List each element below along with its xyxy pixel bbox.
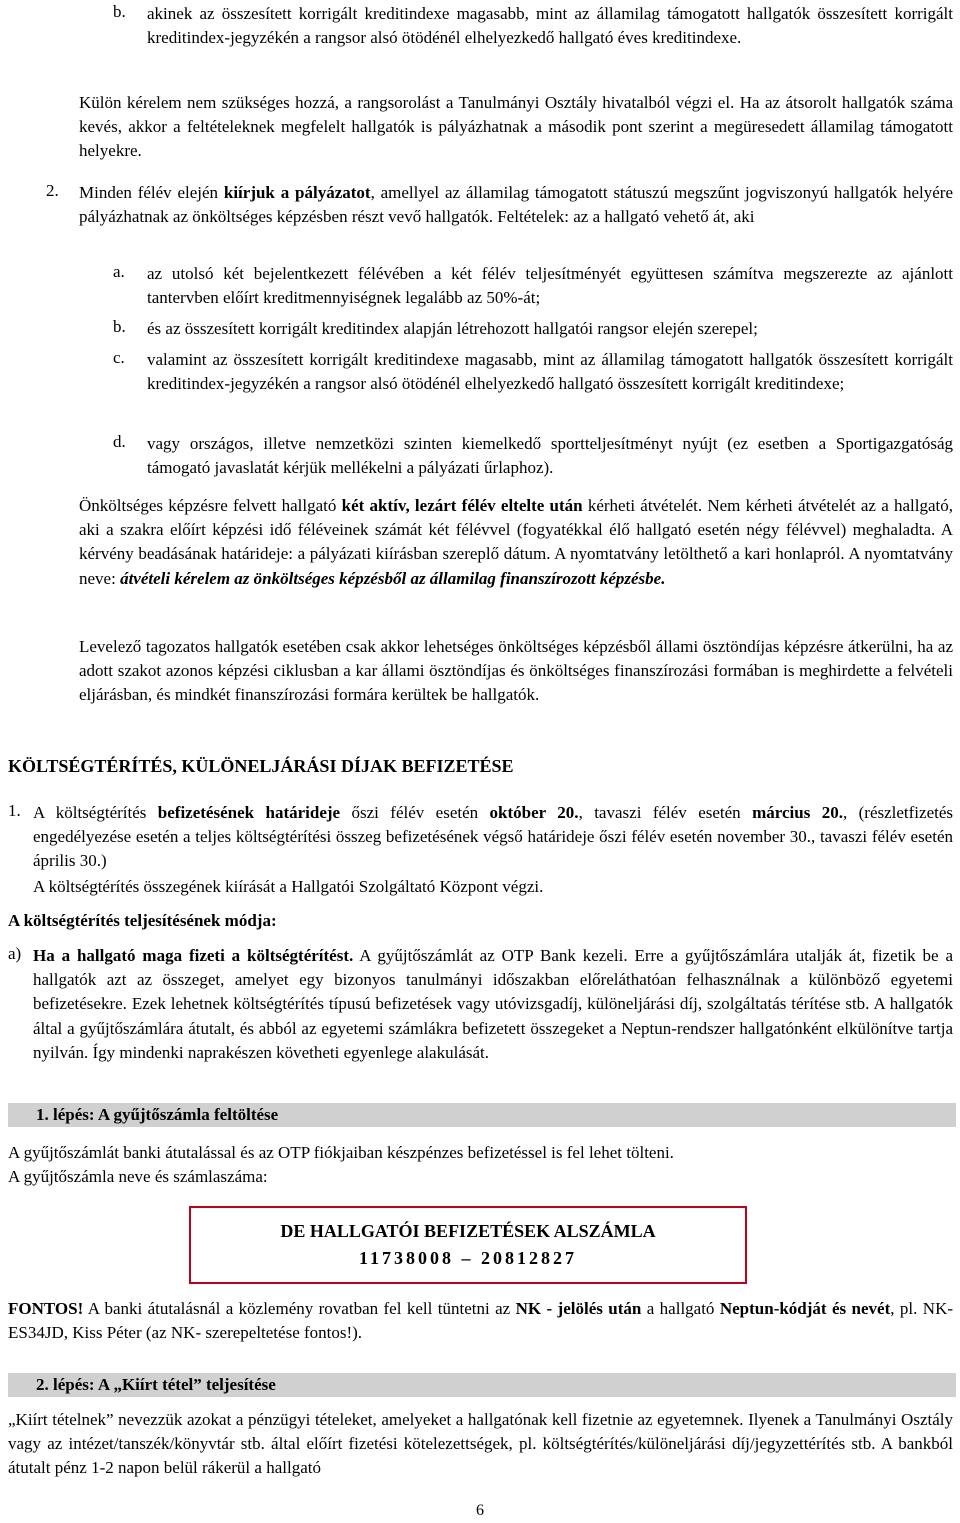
paragraph-text: Minden félév elején kiírjuk a pályázatot, amellyel az államilag támogatott státuszú megszűnt jogviszonyú hallgatók helyére pályázhatnak az önköltséges képzésben részt vevő hallgatók. Feltételek: az a hallgató vehető át, aki <box>79 183 953 227</box>
account-box <box>189 1206 747 1284</box>
paragraph <box>79 91 953 164</box>
section-heading: KÖLTSÉGTÉRÍTÉS, KÜLÖNELJÁRÁSI DÍJAK BEFIZETÉSE <box>8 756 514 776</box>
list-item <box>147 348 953 396</box>
page-number: 6 <box>476 1502 484 1519</box>
paragraph <box>79 635 953 708</box>
list-marker: b. <box>113 2 126 21</box>
list-marker: a. <box>113 262 125 281</box>
step-title: 1. lépés: A gyűjtőszámla feltöltése <box>36 1105 279 1124</box>
account-number: 11738008 – 20812827 <box>358 1248 577 1268</box>
list-marker: b. <box>113 317 126 336</box>
list-item-text: valamint az összesített korrigált kreditindexe magasabb, mint az államilag támogatott hallgatók összesített korrigált kreditindex-jegyzékén a rangsor alsó ötödénél elhelyezkedő hallgató összesített korrigált kreditindexe; <box>147 350 953 394</box>
paragraph-text: A gyűjtőszámlát banki átutalással és az OTP fiókjaiban készpénzes befizetéssel is fel lehet tölteni. <box>8 1143 674 1162</box>
paragraph <box>33 875 953 899</box>
paragraph-text: Levelező tagozatos hallgatók esetében csak akkor lehetséges önköltséges képzésből állami ösztöndíjas képzésre átkerülni, ha az adott szakot azonos képzési ciklusban a kar állami ösztöndíjas és önköltséges finanszírozási formában is meghirdette a felvételi eljárásban, és mindkét finanszírozási formára kerültek be hallgatók. <box>79 637 953 705</box>
list-item <box>147 432 953 480</box>
paragraph <box>8 1297 953 1345</box>
paragraph-text: Önköltséges képzésre felvett hallgató két aktív, lezárt félév eltelte után kérheti átvételét. Nem kérheti átvételét az a hallgató, aki a szakra előírt képzési idő féléveinek számát két félévvel (fogyatékkal élő hallgató esetén négy félévvel) meghaladta. A kérvény beadásának határideje: a pályázati kiírásban szereplő dátum. A nyomtatvány letölthető a kari honlapról. A nyomtatvány neve: átvételi kérelem az önköltséges képzésből az államilag finanszírozott képzésbe. <box>79 496 953 588</box>
paragraph-text: Külön kérelem nem szükséges hozzá, a rangsorolást a Tanulmányi Osztály hivatalból végzi el. Ha az átsorolt hallgatók száma kevés, akkor a feltételeknek megfelelt hallgatók is pályázhatnak a második pont szerint a megüresedett államilag támogatott helyekre. <box>79 93 953 161</box>
paragraph-text: A költségtérítés befizetésének határideje őszi félév esetén október 20., tavaszi félév esetén március 20., (részletfizetés engedélyezése esetén a teljes költségtérítési összeg befizetésének végső határideje őszi félév esetén november 30., tavaszi félév esetén április 30.) <box>33 803 954 871</box>
step-title: 2. lépés: A „Kiírt tétel” teljesítése <box>36 1375 276 1394</box>
list-marker: 2. <box>46 181 59 200</box>
paragraph-text: „Kiírt tételnek” nevezzük azokat a pénzügyi tételeket, amelyeket a hallgatónak kell fizetnie az egyetemnek. Ilyenek a Tanulmányi Osztály vagy az intézet/tanszék/könyvtár stb. által előírt fizetési kötelezettségek, pl. költségtérítés/különeljárási díj/jegyzettérítés stb. A bankból átutalt pénz 1-2 napon belül rákerül a hallgató <box>8 1410 953 1478</box>
paragraph-text: A költségtérítés összegének kiírását a Hallgatói Szolgáltató Központ végzi. <box>33 877 544 896</box>
paragraph-text: Ha a hallgató maga fizeti a költségtérítést. A gyűjtőszámlát az OTP Bank kezeli. Erre a gyűjtőszámlára utalják át, fizetik be a hallgatók azt az összeget, amelyet egy bizonyos tanulmányi időszakban előreláthatóan felhasználnak a különböző egyetemi befizetésekre. Ezek lehetnek költségtérítés típusú befizetések vagy utóvizsgadíj, különeljárási díj, szolgáltatás térítése stb. A hallgatók által a gyűjtőszámlára átutalt, és abból az egyetemi számlákra befizetett összegeket a Neptun-rendszer hallgatónként elkülönítve tartja nyilván. Így mindenki naprakészen követheti egyenlege alakulását. <box>33 946 953 1062</box>
paragraph <box>79 494 953 591</box>
paragraph-text: A gyűjtőszámla neve és számlaszáma: <box>8 1167 268 1187</box>
paragraph-text: FONTOS! A banki átutalásnál a közlemény rovatban fel kell tüntetni az NK - jelölés után a hallgató Neptun-kódját és nevét, pl. NK-ES34JD, Kiss Péter (az NK- szerepeltetése fontos!). <box>8 1299 954 1343</box>
list-item <box>147 317 953 341</box>
list-item <box>147 2 953 50</box>
list-marker: d. <box>113 432 126 451</box>
step-heading-bar <box>8 1373 956 1397</box>
paragraph <box>8 1141 956 1189</box>
list-item-text: akinek az összesített korrigált kreditindexe magasabb, mint az államilag támogatott hallgatók összesített korrigált kreditindex-jegyzékén a rangsor alsó ötödénél elhelyezkedő hallgató éves kreditindexe. <box>147 4 953 48</box>
list-marker: c. <box>113 348 125 367</box>
list-item-text: vagy országos, illetve nemzetközi szinten kiemelkedő sportteljesítményt nyújt (ez esetben a Sportigazgatóság támogató javaslatát kérjük mellékelni a pályázati űrlaphoz). <box>147 434 953 478</box>
paragraph <box>8 1408 953 1481</box>
account-name: DE HALLGATÓI BEFIZETÉSEK ALSZÁMLA <box>280 1221 656 1241</box>
list-marker: 1. <box>8 801 21 820</box>
paragraph <box>33 944 953 1065</box>
paragraph <box>79 181 953 229</box>
list-item <box>147 262 953 310</box>
list-item-text: az utolsó két bejelentkezett félévében a két félév teljesítményét együttesen számítva megszerezte az ajánlott tantervben előírt kreditmennyiségnek legalább az 50%-át; <box>147 264 953 308</box>
list-item-text: és az összesített korrigált kreditindex alapján létrehozott hallgatói rangsor elején szerepel; <box>147 319 758 338</box>
list-marker: a) <box>8 944 22 963</box>
subheading: A költségtérítés teljesítésének módja: <box>8 911 277 930</box>
paragraph <box>33 801 953 874</box>
step-heading-bar <box>8 1103 956 1127</box>
